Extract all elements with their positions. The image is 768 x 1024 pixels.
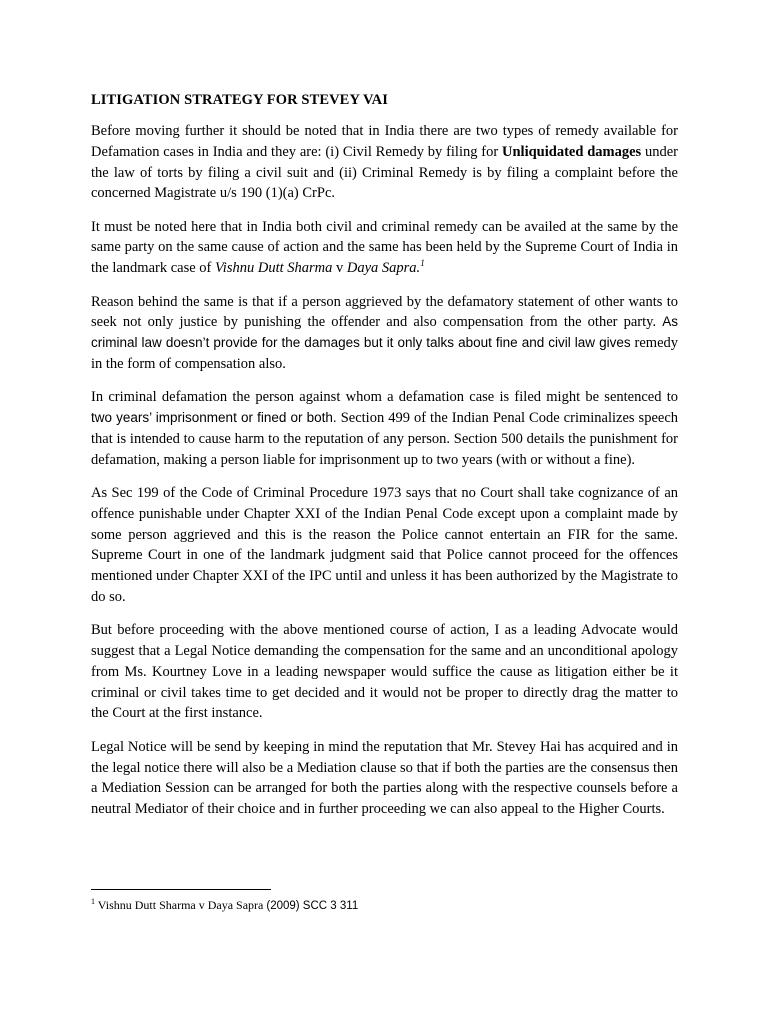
paragraph-text: It must be noted here that in India both civil and criminal remedy can be availed at the same by the same party on the same cause of action and the same has been held by the Supreme Court of India in the landmark case of bbox=[91, 218, 678, 277]
footnote-divider bbox=[91, 889, 271, 890]
bold-term-unliquidated-damages: Unliquidated damages bbox=[502, 143, 642, 160]
paragraph-mediation: Legal Notice will be send by keeping in mind the reputation that Mr. Stevey Hai has acquired and in the legal notice there will also be a Mediation clause so that if both the parties are the consensus then a Mediation Session can be arranged for both the parties along with the respective counsels before a neutral Mediator of their choice and in further proceeding we can also appeal to the Higher Courts. bbox=[91, 738, 678, 818]
footnote-citation: (2009) SCC 3 311 bbox=[266, 900, 359, 912]
paragraph-section-199: As Sec 199 of the Code of Criminal Procedure 1973 says that no Court shall take cognizance of an offence punishable under Chapter XXI of the Indian Penal Code except upon a complaint made by some person aggrieved and this is the reason the Police cannot entertain an FIR for the same. Supreme Court in one of the landmark judgment said that Police cannot proceed for the offences mentioned under Chapter XXI of the IPC until and unless it has been authorized by the Magistrate to do so. bbox=[91, 484, 678, 605]
paragraph-criminal-defamation bbox=[91, 387, 678, 470]
paragraph-text: Before moving further it should be noted that in India there are two types of remedy available for Defamation cases in India and they are: (i) Civil Remedy by filing for bbox=[91, 123, 678, 160]
paragraph-reason bbox=[91, 292, 678, 375]
paragraph-text-sans: As criminal law doesn’t provide for the damages but it only talks about fine and civil law gives bbox=[91, 314, 678, 351]
paragraph-text: Reason behind the same is that if a person aggrieved by the defamatory statement of other wants to seek not only justice by punishing the offender and also compensation from the other party. bbox=[91, 293, 678, 331]
paragraph-text: remedy in the form of compensation also. bbox=[91, 335, 678, 372]
case-versus: v bbox=[332, 260, 347, 277]
footnote-number: 1 bbox=[91, 897, 95, 906]
paragraph-both-remedies bbox=[91, 217, 678, 279]
paragraph-legal-notice-suggestion: But before proceeding with the above mentioned course of action, I as a leading Advocate would suggest that a Legal Notice demanding the compensation for the same and an unconditional apology from Ms. Kourtney Love in a leading newspaper would suffice the cause as litigation either be it criminal or civil takes time to get decided and it would not be proper to directly drag the matter to the Court at the first instance. bbox=[91, 622, 678, 722]
document-body bbox=[91, 90, 678, 832]
paragraph-text: under the law of torts by filing a civil suit and (ii) Criminal Remedy is by filing a complaint before the concerned Magistrate u/s 190 (1)(a) CrPc. bbox=[91, 143, 678, 202]
paragraph-text: Section 499 of the Indian Penal Code criminalizes speech that is intended to cause harm to the reputation of any person. Section 500 details the punishment for defamation, making a person liable for imprisonment up to two years (with or without a fine). bbox=[91, 410, 678, 468]
case-name-party-2: Daya Sapra. bbox=[346, 260, 421, 277]
footnote-reference: 1 bbox=[420, 258, 425, 269]
paragraph-text: In criminal defamation the person against whom a defamation case is filed might be sentenced to bbox=[91, 389, 678, 406]
case-name-party-1: Vishnu Dutt Sharma bbox=[215, 260, 333, 277]
footnote bbox=[91, 897, 358, 914]
paragraph-text-sans: two years’ imprisonment or fined or both. bbox=[91, 410, 337, 426]
footnote-text: Vishnu Dutt Sharma v Daya Sapra bbox=[95, 898, 267, 912]
page-title: LITIGATION STRATEGY FOR STEVEY VAI bbox=[91, 92, 388, 108]
paragraph-remedies bbox=[91, 121, 678, 204]
